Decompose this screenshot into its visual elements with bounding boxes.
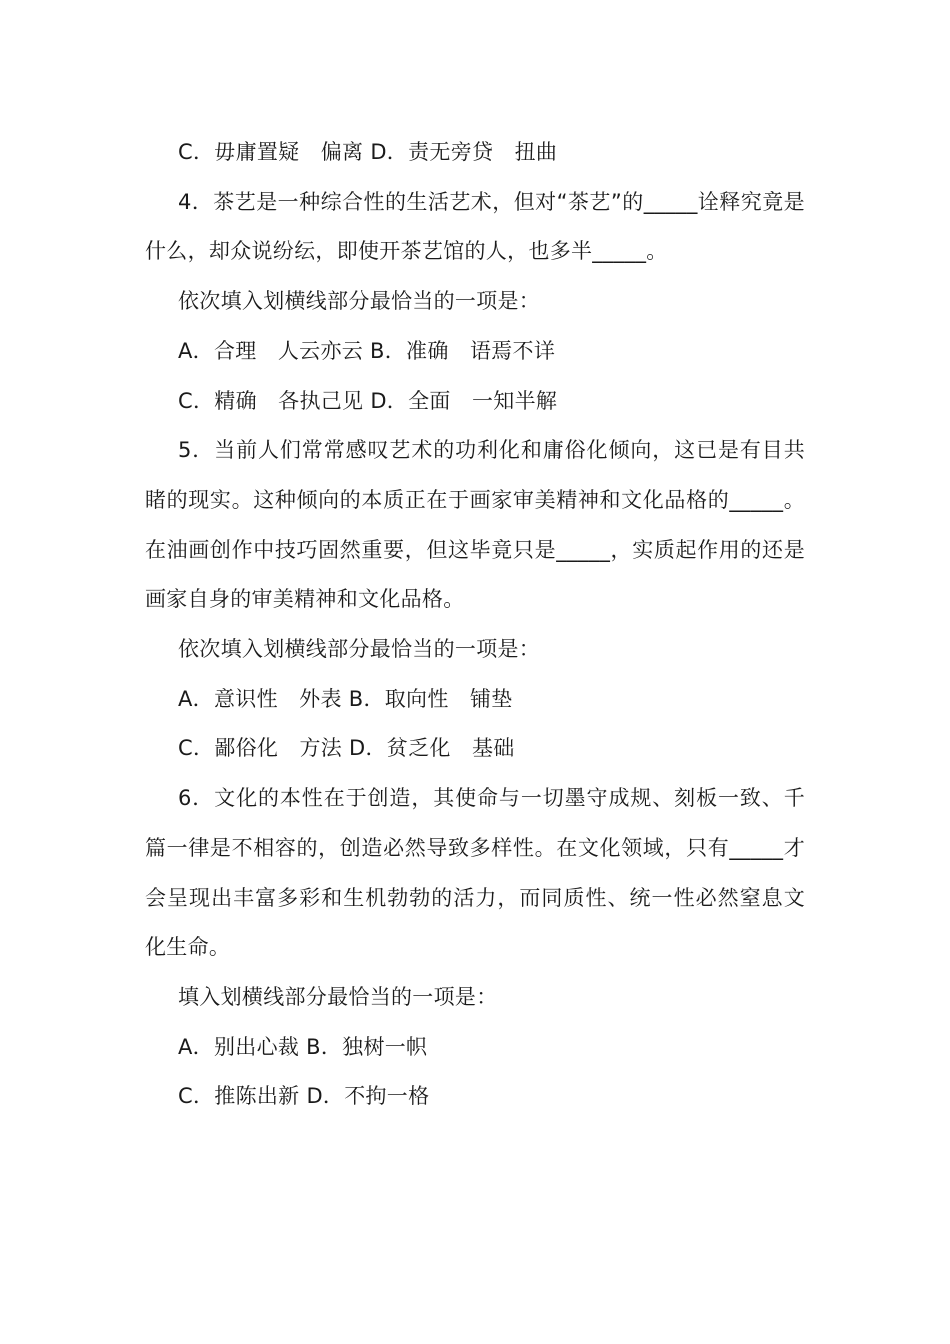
document-body	[145, 128, 805, 1122]
q5-instruction: 依次填入划横线部分最恰当的一项是：	[178, 637, 541, 662]
q4-options-ab: A．合理 人云亦云 B．准确 语焉不详	[178, 338, 556, 363]
q5-options-ab: A．意识性 外表 B．取向性 铺垫	[178, 686, 513, 711]
q5-stem: 5．当前人们常常感叹艺术的功利化和庸俗化倾向，这已是有目共睹的现实。这种倾向的本质正在于画家审美精神和文化品格的_____。在油画创作中技巧固然重要，但这毕竟只是_____，实质起作用的还是画家自身的审美精神和文化品格。	[145, 438, 805, 612]
q3-options-cd: C．毋庸置疑 偏离 D．责无旁贷 扭曲	[178, 140, 558, 164]
q6-instruction: 填入划横线部分最恰当的一项是：	[178, 984, 498, 1009]
q5-options-cd: C．鄙俗化 方法 D．贫乏化 基础	[178, 736, 515, 761]
q4-stem: 4．茶艺是一种综合性的生活艺术，但对“茶艺”的_____诠释究竟是什么，却众说纷纭，即使开茶艺馆的人，也多半_____。	[145, 189, 805, 264]
q6-stem: 6．文化的本性在于创造，其使命与一切墨守成规、刻板一致、千篇一律是不相容的，创造必然导致多样性。在文化领域，只有_____才会呈现出丰富多彩和生机勃勃的活力，而同质性、统一性必然窒息文化生命。	[145, 786, 805, 960]
q6-options-ab: A．别出心裁 B．独树一帜	[178, 1034, 428, 1059]
q4-instruction: 依次填入划横线部分最恰当的一项是：	[178, 289, 541, 314]
q6-options-cd: C．推陈出新 D．不拘一格	[178, 1084, 430, 1109]
q4-options-cd: C．精确 各执己见 D．全面 一知半解	[178, 388, 558, 413]
